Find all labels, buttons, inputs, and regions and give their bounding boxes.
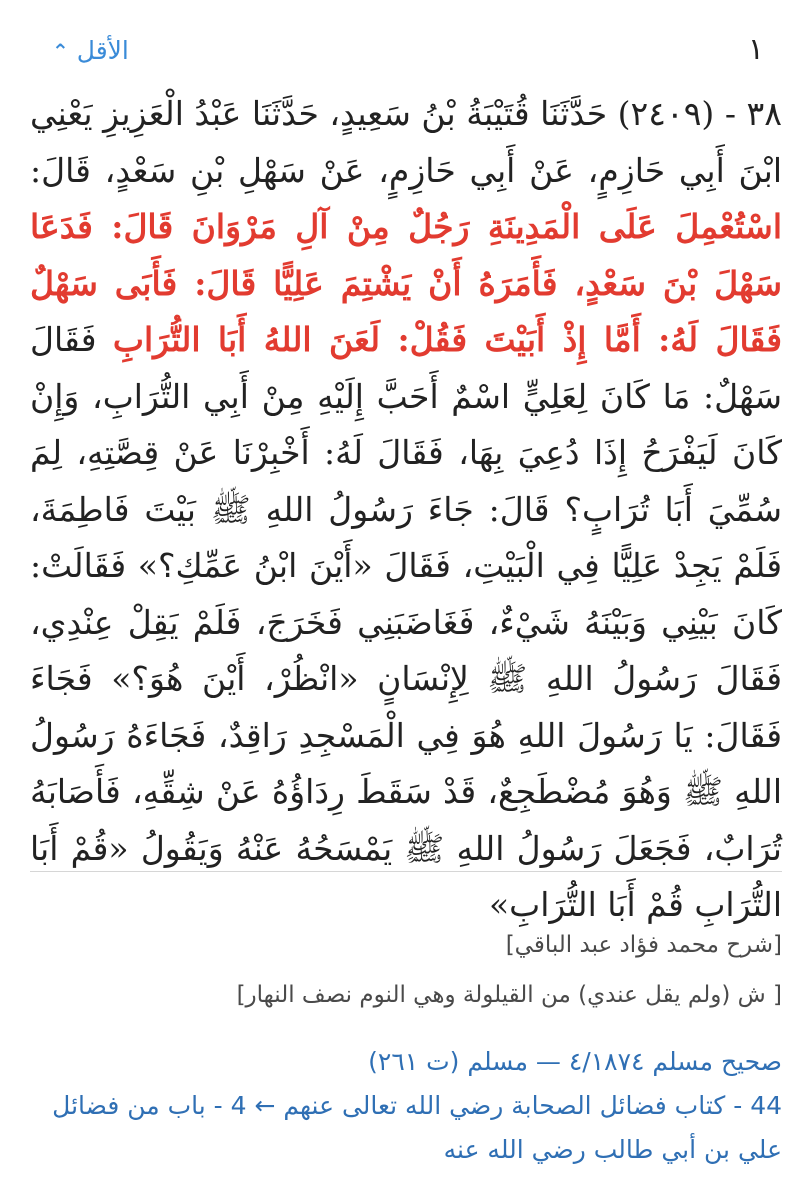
- divider: [30, 871, 782, 872]
- collapse-toggle-link[interactable]: [52, 36, 129, 65]
- chevron-up-icon: ⌃: [52, 38, 69, 63]
- collapse-toggle-label: الأقل: [76, 36, 129, 65]
- breadcrumb: [30, 1084, 782, 1172]
- book-link[interactable]: 44 - كتاب فضائل الصحابة رضي الله تعالى عنهم: [283, 1091, 782, 1120]
- breadcrumb-arrow-icon: ←: [254, 1091, 276, 1120]
- hadith-highlighted-text: اسْتُعْمِلَ عَلَى الْمَدِينَةِ رَجُلٌ مِنْ آلِ مَرْوَانَ قَالَ: فَدَعَا سَهْلَ بْنَ سَعْدٍ، فَأَمَرَهُ أَنْ يَشْتِمَ عَلِيًّا قَالَ: فَأَبَى سَهْلٌ فَقَالَ لَهُ: أَمَّا إِذْ أَبَيْتَ فَقُلْ: لَعَنَ اللهُ أَبَا التُّرَابِ: [30, 207, 782, 359]
- hadith-body-text: فَقَالَ سَهْلٌ: مَا كَانَ لِعَلِيٍّ اسْمٌ أَحَبَّ إِلَيْهِ مِنْ أَبِي التُّرَابِ، وَإِنْ كَانَ لَيَفْرَحُ إِذَا دُعِيَ بِهَا، فَقَالَ لَهُ: أَخْبِرْنَا عَنْ قِصَّتِهِ، لِمَ سُمِّيَ أَبَا تُرَابٍ؟ قَالَ: جَاءَ رَسُولُ اللهِ ﷺ بَيْتَ فَاطِمَةَ، فَلَمْ يَجِدْ عَلِيًّا فِي الْبَيْتِ، فَقَالَ «أَيْنَ ابْنُ عَمِّكِ؟» فَقَالَتْ: كَانَ بَيْنِي وَبَيْنَهُ شَيْءٌ، فَغَاضَبَنِي فَخَرَجَ، فَلَمْ يَقِلْ عِنْدِي، فَقَالَ رَسُولُ اللهِ ﷺ لِإِنْسَانٍ «انْظُرْ، أَيْنَ هُوَ؟» فَجَاءَ فَقَالَ: يَا رَسُولَ اللهِ هُوَ فِي الْمَسْجِدِ رَاقِدٌ، فَجَاءَهُ رَسُولُ اللهِ ﷺ وَهُوَ مُضْطَجِعٌ، قَدْ سَقَطَ رِدَاؤُهُ عَنْ شِقِّهِ، فَأَصَابَهُ تُرَابٌ، فَجَعَلَ رَسُولُ اللهِ ﷺ يَمْسَحُهُ عَنْهُ وَيَقُولُ «قُمْ أَبَا التُّرَابِ قُمْ أَبَا التُّرَابِ»: [30, 320, 782, 924]
- top-bar: [44, 30, 768, 78]
- chapter-link[interactable]: 4 - باب من فضائل علي بن أبي طالب رضي الله عنه: [52, 1091, 782, 1164]
- hadith-chain-text: ٣٨ - (٢٤٠٩) حَدَّثَنَا قُتَيْبَةُ بْنُ سَعِيدٍ، حَدَّثَنَا عَبْدُ الْعَزِيزِ يَعْنِي ابْنَ أَبِي حَازِمٍ، عَنْ أَبِي حَازِمٍ، عَنْ سَهْلِ بْنِ سَعْدٍ، قَالَ:: [30, 94, 782, 190]
- source-citation: صحيح مسلم ٤/١٨٧٤ — مسلم (ت ٢٦١): [368, 1047, 782, 1076]
- commentary-line: [ ش (ولم يقل عندي) من القيلولة وهي النوم نصف النهار]: [236, 982, 782, 1008]
- hadith-text: [30, 86, 782, 934]
- commentary-notes: [30, 920, 782, 1020]
- commentary-title: [شرح محمد فؤاد عبد الباقي]: [505, 932, 782, 958]
- page-number: ١: [747, 32, 764, 67]
- source-reference: [30, 1040, 782, 1172]
